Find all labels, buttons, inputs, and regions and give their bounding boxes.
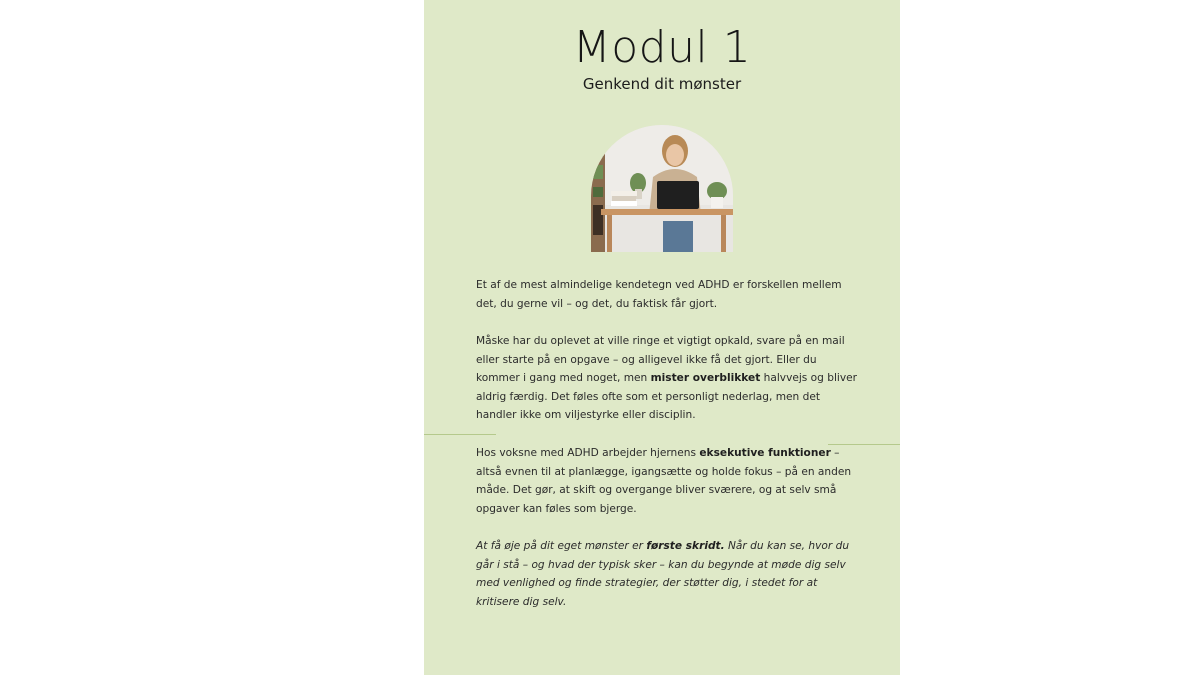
divider-left (424, 434, 496, 435)
first-step-text-bold: første skridt. (646, 540, 725, 552)
module-title: Modul 1 (572, 22, 752, 73)
module-page (424, 0, 900, 675)
example-paragraph (476, 332, 862, 425)
intro-paragraph: Et af de mest almindelige kendetegn ved ADHD er forskellen mellem det, du gerne vil – og det, du faktisk får gjort. (476, 279, 842, 310)
executive-functions-paragraph (476, 444, 862, 518)
executive-text-end: – altså evnen til at planlægge, igangsætte og holde fokus – på en anden måde. Det gør, at skift og overgange bliver sværere, og at selv små opgaver kan føles som bjerge. (476, 447, 852, 515)
example-text-end: halvvejs og bliver aldrig færdig. Det føles ofte som et personligt nederlag, men det handler ikke om viljestyrke eller disciplin. (476, 372, 858, 422)
module-subtitle: Genkend dit mønster (582, 75, 742, 93)
woman-at-laptop-photo (591, 125, 733, 252)
first-step-text-end: Når du kan se, hvor du går i stå – og hvad der typisk sker – kan du begynde at møde dig selv med venlighed og finde strategier, der støtter dig, i stedet for at kritisere dig selv. (476, 540, 850, 608)
executive-text-bold: eksekutive funktioner (699, 447, 831, 459)
first-step-text-start: At få øje på dit eget mønster er (476, 540, 647, 552)
executive-text-start: Hos voksne med ADHD arbejder hjernens (476, 447, 700, 459)
example-text-start: Måske har du oplevet at ville ringe et vigtigt opkald, svare på en mail eller starte på en opgave – og alligevel ikke få det gjort. Eller du kommer i gang med noget, men (476, 335, 845, 385)
first-step-paragraph (476, 537, 862, 611)
example-text-bold: mister overblikket (650, 372, 761, 385)
